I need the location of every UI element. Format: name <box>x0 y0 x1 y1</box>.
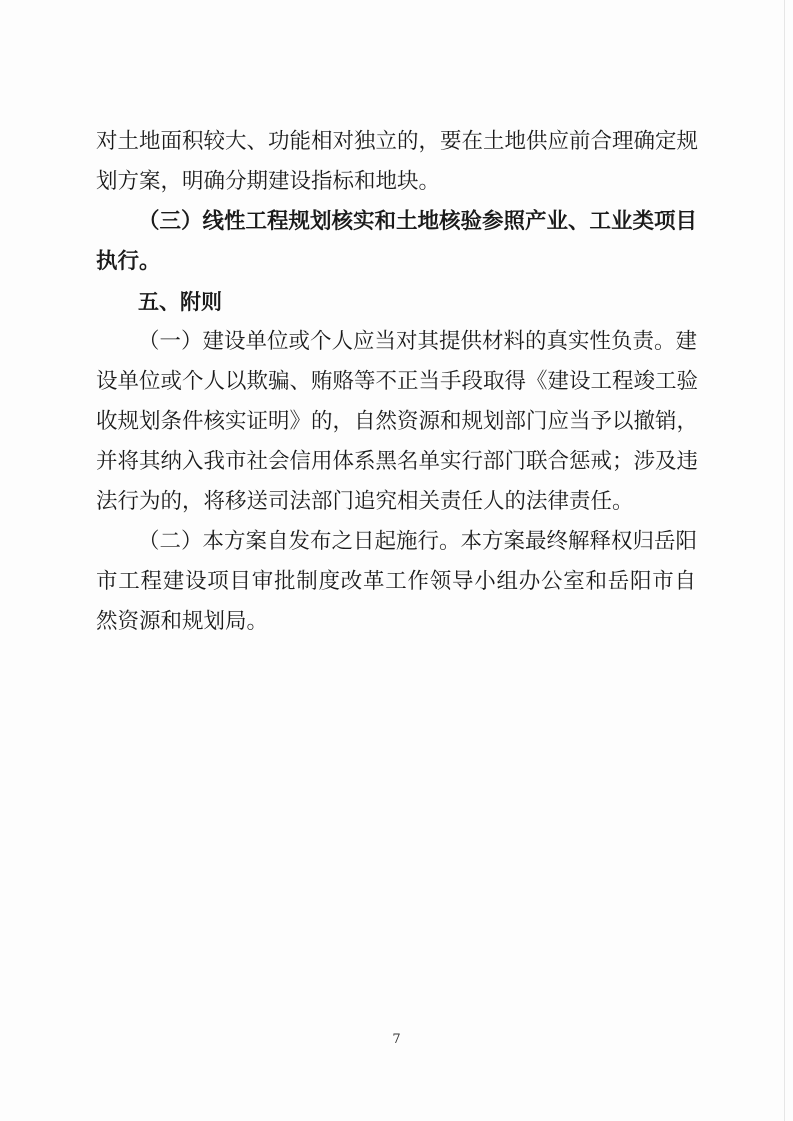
paragraph-line: 市工程建设项目审批制度改革工作领导小组办公室和岳阳市自 <box>96 569 696 594</box>
paragraph-line: 法行为的，将移送司法部门追究相关责任人的法律责任。 <box>96 489 634 514</box>
paragraph-line: 执行。 <box>96 249 161 274</box>
paragraph-line: （三）线性工程规划核实和土地核验参照产业、工业类项目 <box>138 209 698 234</box>
scan-edge-line <box>784 0 785 1121</box>
section-heading: 五、附则 <box>138 290 222 314</box>
paragraph-line: 划方案，明确分期建设指标和地块。 <box>96 169 441 194</box>
paragraph-line: 然资源和规划局。 <box>96 609 269 634</box>
paragraph-line: （一）建设单位或个人应当对其提供材料的真实性负责。建 <box>138 329 698 354</box>
document-body <box>96 122 699 642</box>
paragraph-line: 对土地面积较大、功能相对独立的，要在土地供应前合理确定规 <box>96 129 699 154</box>
paragraph-line: 设单位或个人以欺骗、贿赂等不正当手段取得《建设工程竣工验 <box>96 369 699 394</box>
paragraph-line: 收规划条件核实证明》的，自然资源和规划部门应当予以撤销， <box>96 409 699 434</box>
page-number: 7 <box>392 1032 401 1047</box>
paragraph-line: 并将其纳入我市社会信用体系黑名单实行部门联合惩戒；涉及违 <box>96 449 699 474</box>
paragraph-line: （二）本方案自发布之日起施行。本方案最终解释权归岳阳 <box>138 529 698 554</box>
